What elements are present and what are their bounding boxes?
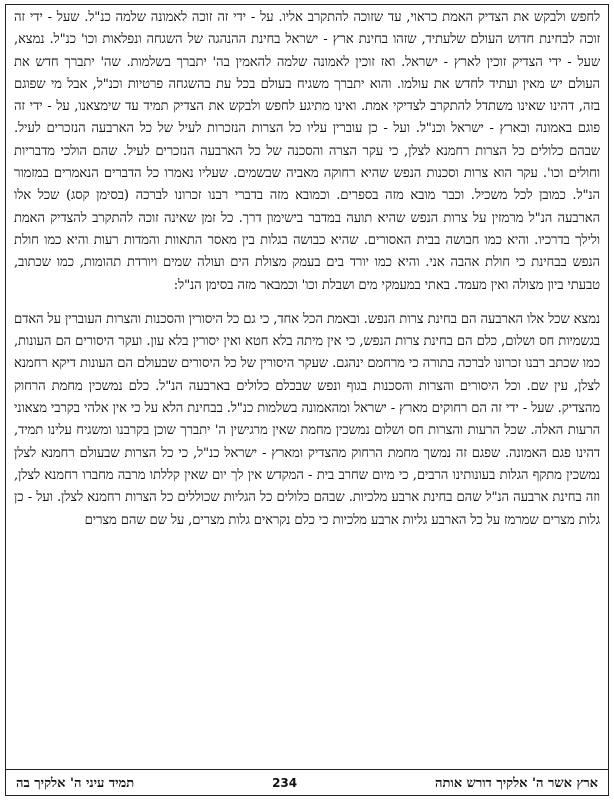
page-footer: [6, 769, 608, 795]
body-text: [6, 5, 608, 532]
paragraph-2: נמצא שכל אלו הארבעה הם בחינת צרות הנפש. ובאמת הכל אחד, כי גם כל היסורין והסכנות והצרות העוברין על האדם בגשמיות חס ושלום, כלם הם בחינת צרות הנפש, כי אין מיתה בלא חטא ואין יסורין בלא עון. ועקר היסורים הם העונות, כמו שכתב רבנו זכרונו לברכה בתורה כי מרחמם ינהגם. שעקר היסורין של כל היסורים שבעולם הם העונות דיקא רחמנא לצלן, עין שם. וכל היסורים והצרות והסכנות בגוף ונפש שבכלם כלולים בארבעה הנ"ל. כלם נמשכין מחמת הרחוק מהצדיק. שעל - ידי זה הם רחוקים מארץ - ישראל ומהאמונה בשלמות כנ"ל. בבחינת הלא על כי אין אלהי בקרבי מצאוני הרעות האלה. שכל הרעות והצרות חס ושלום נמשכין מחמת שאין מרגישין ה' יתברך שוכן בקרבנו ומשגיח עלינו תמיד, דהינו פגם האמונה. שפגם זה נמשך מחמת הרחוק מהצדיק ומארץ - ישראל כנ"ל, כי כל הצרות שבעולם רחמנא לצלן נמשכין מתקף הגלות בעונותינו הרבים, כי מיום שחרב בית - המקדש אין לך יום שאין קללתו מרבה מחברו רחמנא לצלן, וזה בחינת ארבעה הנ"ל שהם בחינת ארבע מלכיות. שבהם כלולים כל הגליות שכוללים כל הצרות רחמנא לצלן. ועל - כן גלות מצרים שמרמז על כל הארבע גליות ארבע מלכיות כי כלם נקראים גלות מצרים, על שם שהם מצרים: [14, 311, 600, 528]
footer-left-verse: תמיד עיני ה' אלקיך בה: [16, 775, 135, 791]
book-page: [5, 4, 609, 796]
paragraph-1: לחפש ולבקש את הצדיק האמת כראוי, עד שזוכה להתקרב אליו. על - ידי זה זוכה לאמונה שלמה כנ"ל. שעל - ידי זה זוכה לבחינת חדוש העולם שלעתיד, שזהו בחינת ארץ - ישראל בחינת ההנהגה של השגחה ונפלאות וכו' כנ"ל. נמצא, שעל - ידי הצדיק זוכין לארץ - ישראל. ואז זוכין לאמונה שלמה להאמין בה' יתברך בשלמות. שה' יתברך חדש את העולם יש מאין ועתיד לחדש את עולמו. והוא יתברך משגיח בעולם בכל עת בהשגחה פרטיות וכנ"ל, אבל מי שפוגם בזה, דהינו שאינו משתדל להתקרב לצדיקי אמת. ואינו מתיגע לחפש ולבקש את הצדיק תמיד עד שימצאנו, על - ידי זה פוגם באמונה ובארץ - ישראל וכנ"ל. ועל - כן עוברין עליו כל הצרות הנזכרות לעיל של כל הארבעה הנזכרים לעיל. שבהם כלולים כל הצרות רחמנא לצלן, כי עקר הצרה והסכנה של כל הארבעה הנזכרים לעיל. שהם הולכי מדבריות וחולים וכו'. עקר הוא צרות וסכנות הנפש שהיא רחוקה מאביה שבשמים. שעליו נאמרו כל הדברים הנאמרים במזמור הנ"ל. כמובן לכל משכיל. וכבר מובא מזה בספרים. וכמובא מזה בדברי רבנו זכרונו לברכה (בסימן קסג) שכל אלו הארבעה הנ"ל מרמזין על צרות הנפש שהיא תועה במדבר בישימון דרך. כל זמן שאינה זוכה להתקרב להצדיק האמת ולילך בדרכיו. והיא כמו חבושה בבית האסורים. שהיא כבושה בגלות בין מאסר התאוות והמדות רעות והיא כמו חולת הנפש בבחינת כי חולת אהבה אני. והיא כמו יורד בים בעמק מצולת הים ועולה שמים ויורדת תהומות, כמו שכתוב, טבעתי ביון מצולה ואין מעמד. באתי במעמקי מים ושבלת וכו' וכמבאר מזה בסימן הנ"ל:: [14, 10, 600, 293]
footer-right-verse: ארץ אשר ה' אלקיך דורש אותה: [435, 775, 598, 791]
page-number: 234: [272, 775, 298, 790]
